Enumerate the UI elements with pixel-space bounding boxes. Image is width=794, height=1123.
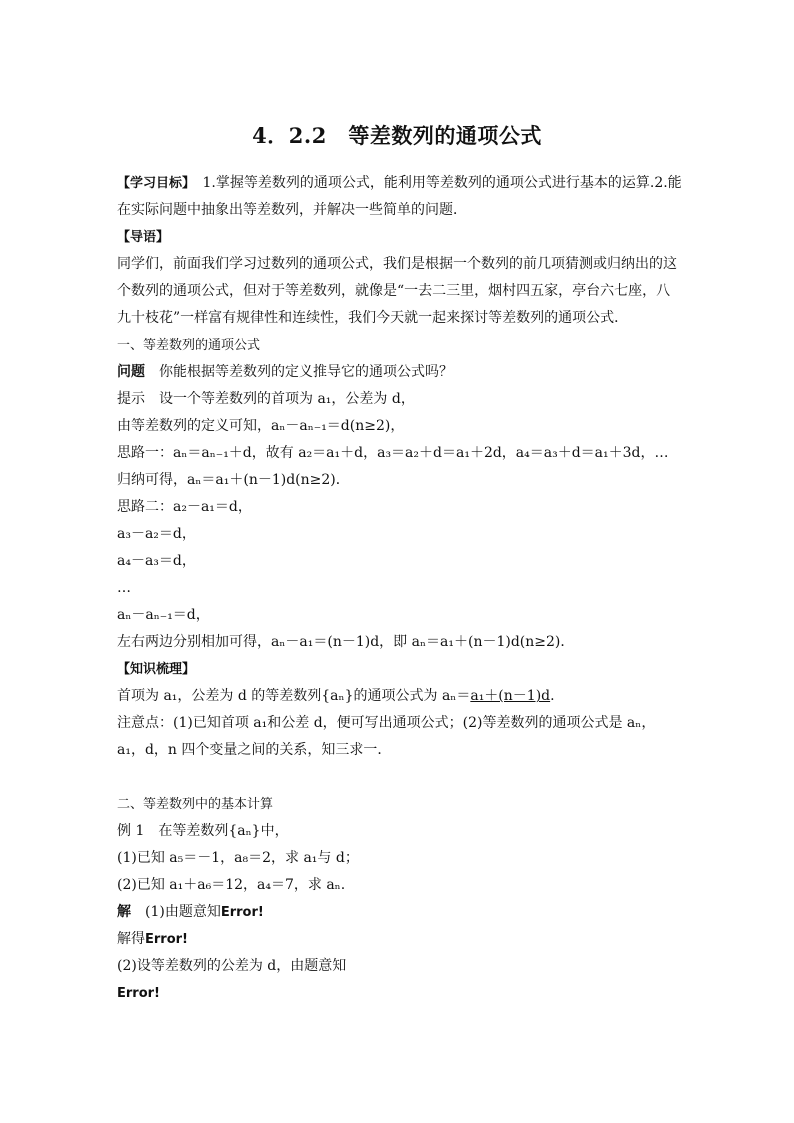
intro-text: 同学们，前面我们学习过数列的通项公式，我们是根据一个数列的前几项猜测或归纳出的这个数列的通项公式，但对于等差数列，就像是“一去二三里，烟村四五家，亭台六七座，八九十枝花”一样富有规律性和连续性，我们今天就一起来探讨等差数列的通项公式． bbox=[117, 256, 677, 326]
objectives-text: 1.掌握等差数列的通项公式，能利用等差数列的通项公式进行基本的运算.2.能在实际问题中抽象出等差数列，并解决一些简单的问题． bbox=[117, 175, 682, 218]
error-placeholder: Error! bbox=[220, 905, 264, 920]
derivation-line: 思路二：a₂－a₁＝d， bbox=[117, 499, 252, 515]
derivation-line: 由等差数列的定义可知，aₙ－aₙ₋₁＝d(n≥2)， bbox=[117, 418, 405, 434]
error-line bbox=[117, 980, 682, 1007]
section-gap bbox=[117, 764, 682, 791]
error-placeholder: Error! bbox=[117, 986, 160, 1001]
document-body bbox=[117, 170, 682, 1007]
note-text: 注意点：(1)已知首项 a₁和公差 d，便可写出通项公式；(2)等差数列的通项公式是 aₙ，a₁，d，n 四个变量之间的关系，知三求一． bbox=[117, 715, 656, 758]
intro-label: 【导语】 bbox=[117, 230, 170, 245]
error-placeholder: Error! bbox=[145, 932, 188, 947]
derivation-line: 归纳可得，aₙ＝a₁＋(n－1)d(n≥2)． bbox=[117, 472, 350, 488]
part2-solution-line: (2)设等差数列的公差为 d，由题意知 bbox=[117, 958, 347, 974]
objectives-label: 【学习目标】 bbox=[117, 176, 189, 191]
section2-heading: 二、等差数列中的基本计算 bbox=[117, 797, 274, 812]
general-term-formula: a₁＋(n－1)d bbox=[470, 688, 551, 704]
page-title: 4．2.2 等差数列的通项公式 bbox=[252, 123, 542, 148]
derivation-line: a₃－a₂＝d， bbox=[117, 526, 196, 542]
intro-label-line bbox=[117, 224, 682, 251]
question-text: 你能根据等差数列的定义推导它的通项公式吗？ bbox=[145, 364, 453, 380]
solution-line bbox=[117, 899, 682, 926]
hint-text: 设一个等差数列的首项为 a₁，公差为 d， bbox=[145, 391, 415, 407]
knowledge-line bbox=[117, 683, 682, 710]
derivation-line: aₙ－aₙ₋₁＝d， bbox=[117, 607, 210, 623]
hint-line bbox=[117, 386, 682, 413]
example-label: 例 1 bbox=[117, 823, 145, 839]
example-line bbox=[117, 818, 682, 845]
derivation-line: 左右两边分别相加可得，aₙ－a₁＝(n－1)d，即 aₙ＝a₁＋(n－1)d(n≥2)． bbox=[117, 634, 575, 650]
knowledge-suffix: . bbox=[550, 688, 555, 704]
derivation-line: a₄－a₃＝d， bbox=[117, 553, 196, 569]
question-line bbox=[117, 359, 682, 386]
solved-prefix: 解得 bbox=[117, 931, 145, 947]
learning-objectives bbox=[117, 170, 682, 224]
knowledge-label-line bbox=[117, 656, 682, 683]
solution-label: 解 bbox=[117, 904, 131, 920]
derivation-line: 思路一：aₙ＝aₙ₋₁＋d，故有 a₂＝a₁＋d，a₃＝a₂＋d＝a₁＋2d，a₄＝a₃＋d＝a₁＋3d，… bbox=[117, 445, 669, 461]
section1-heading: 一、等差数列的通项公式 bbox=[117, 338, 261, 353]
knowledge-label: 【知识梳理】 bbox=[117, 662, 196, 677]
derivation-line: … bbox=[117, 580, 131, 596]
solved-line bbox=[117, 926, 682, 953]
knowledge-prefix: 首项为 a₁，公差为 d 的等差数列{aₙ}的通项公式为 aₙ＝ bbox=[117, 688, 471, 704]
solution-text: (1)由题意知 bbox=[131, 904, 221, 920]
question-label: 问题 bbox=[117, 364, 145, 380]
example-part: (1)已知 a₅＝－1，a₈＝2，求 a₁与 d； bbox=[117, 850, 359, 866]
hint-label: 提示 bbox=[117, 391, 145, 407]
example-part: (2)已知 a₁＋a₆＝12，a₄＝7，求 aₙ. bbox=[117, 877, 346, 893]
example-text: 在等差数列{aₙ}中， bbox=[144, 823, 289, 839]
